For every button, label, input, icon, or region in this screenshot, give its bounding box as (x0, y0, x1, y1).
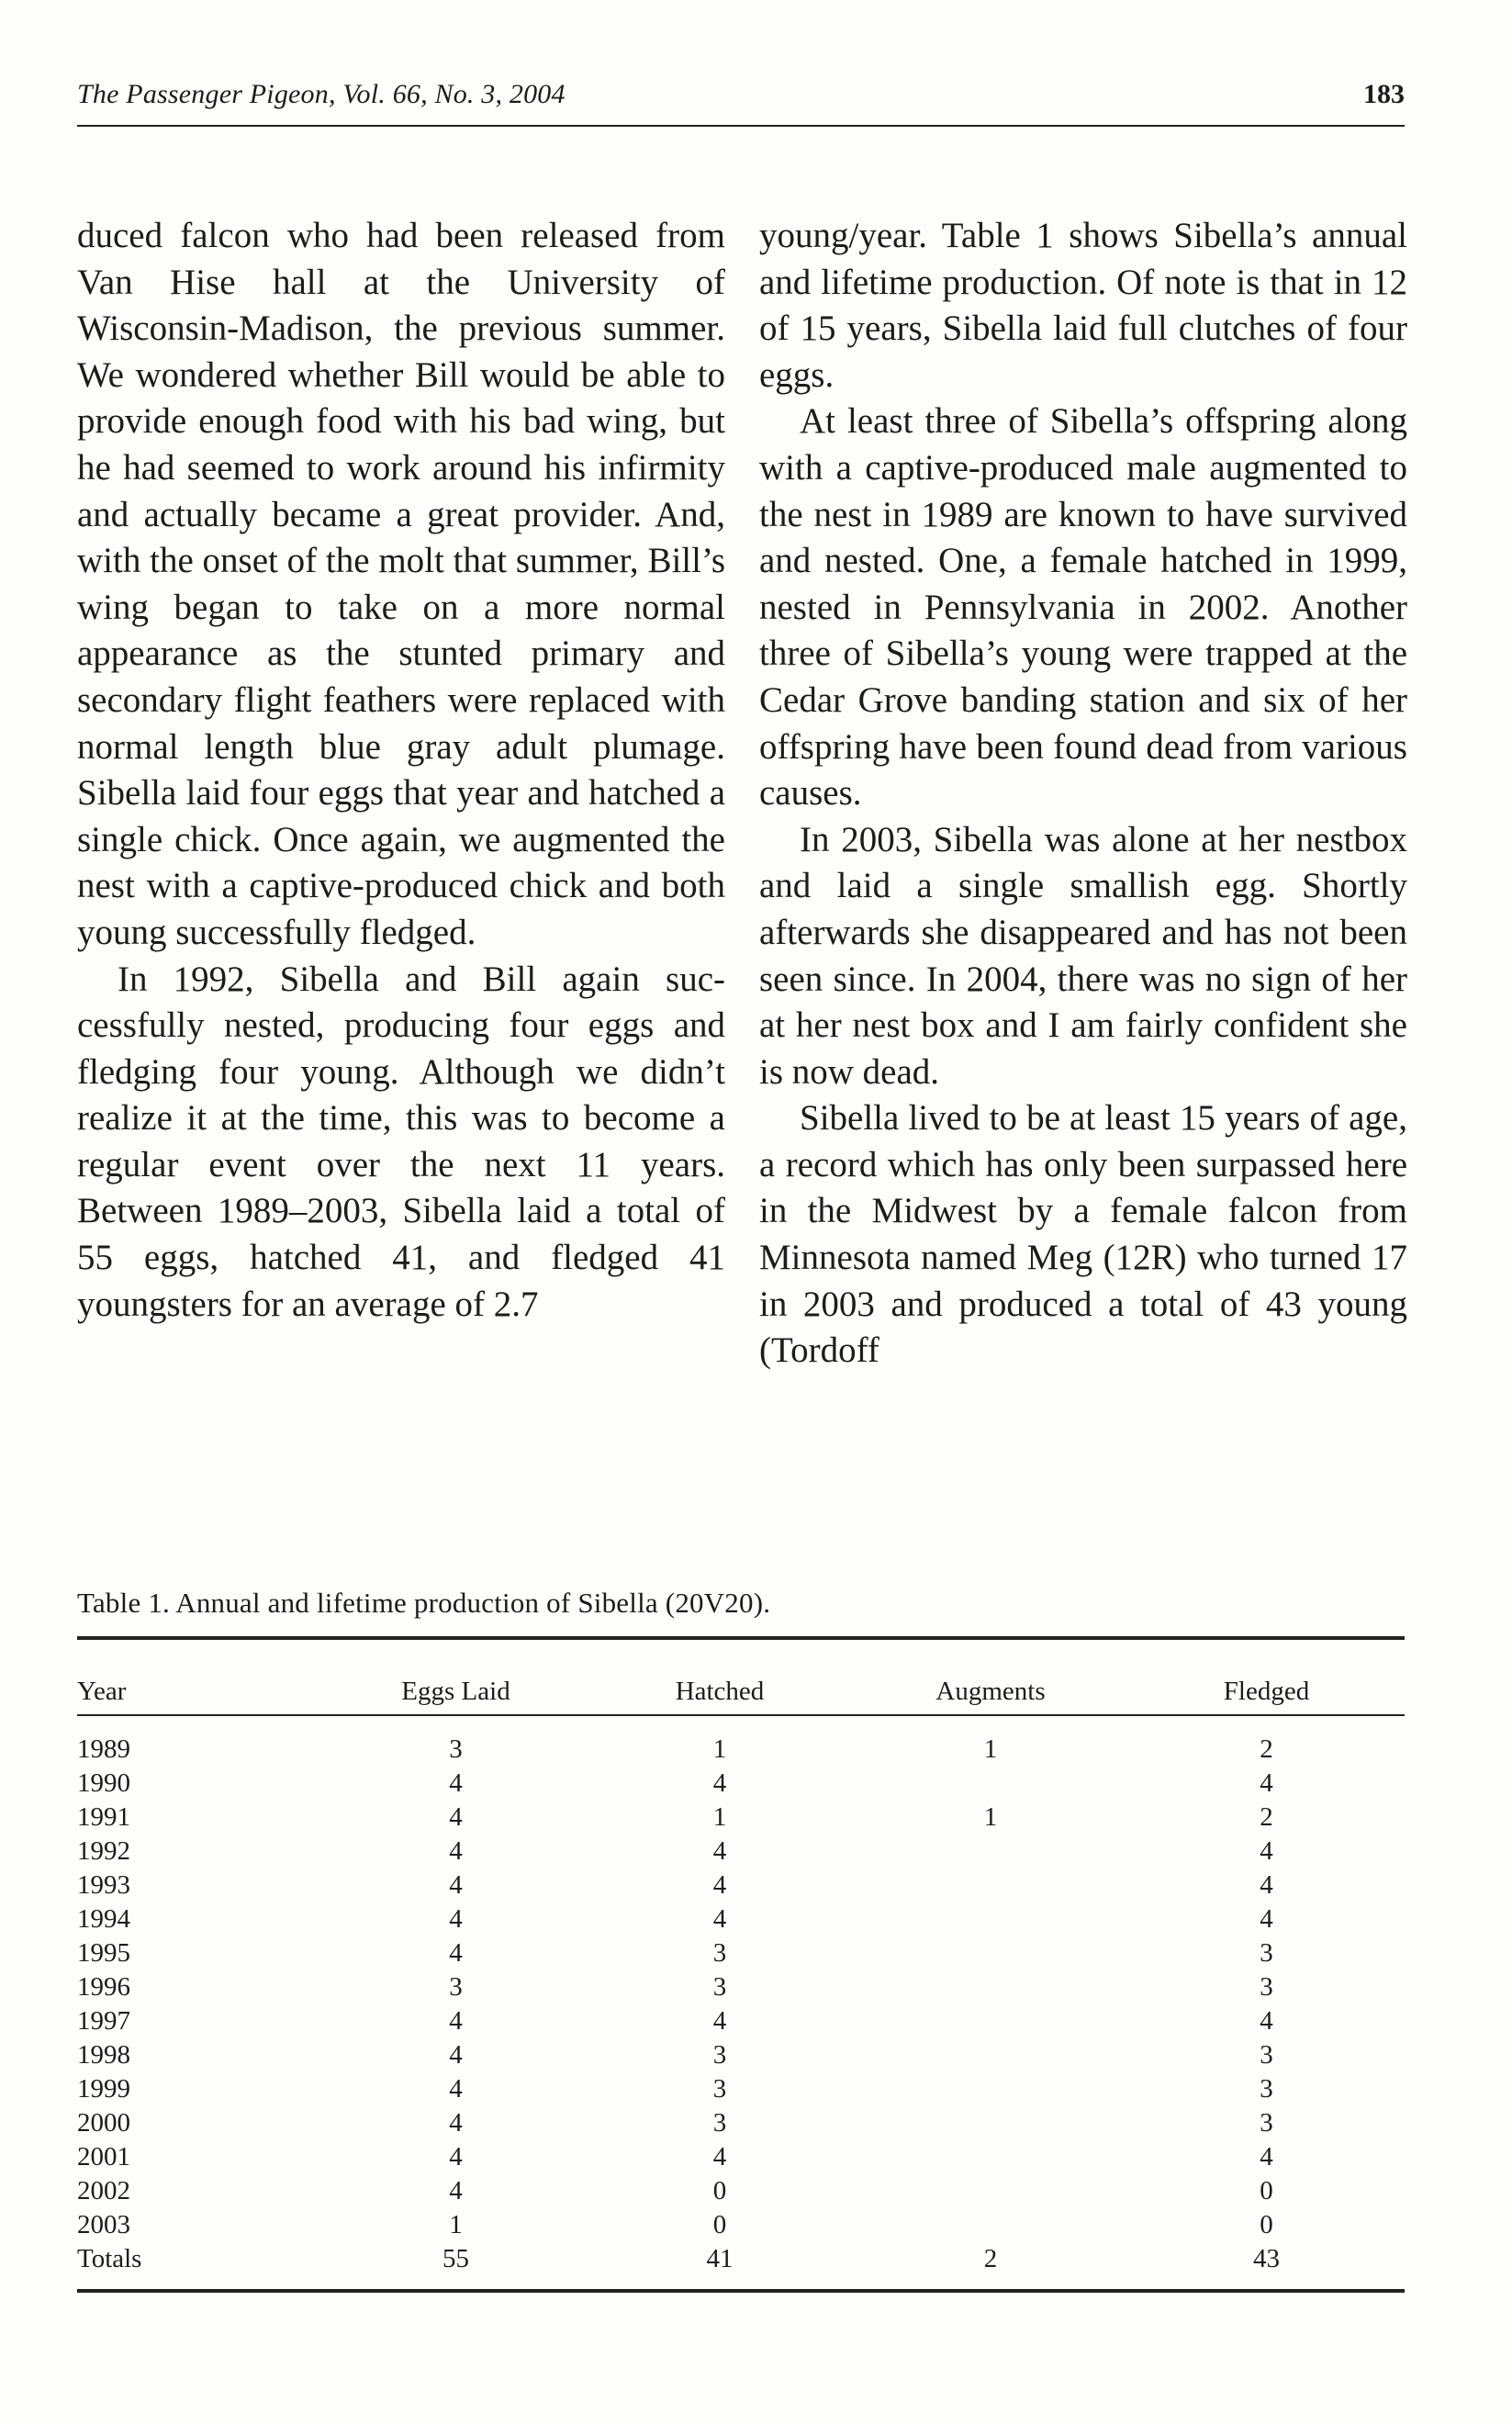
cell-year: 2001 (77, 2142, 130, 2172)
cell-hatched: 3 (712, 2108, 727, 2138)
body-paragraph: Sibella lived to be at least 15 years of age, a record which has only been surpassed here in the Midwest by a female falcon from Minnesota named Meg (12R) who turned 17 in 2003 and produced a total of 43 young (Tordoff (759, 1098, 1407, 1371)
cell-fledged: 4 (1260, 2142, 1273, 2172)
body-paragraph: At least three of Sibella’s offspring along with a captive-produced male augmented to the nest in 1989 are known to have survived and nested. One, a female hatched in 1999, nested in Pennsylvania in 2002. Another three of Sibella’s young were trapped at the Cedar Grove banding station and six of her offspring have been found dead from various causes. (759, 401, 1407, 814)
cell-fledged: 4 (1260, 1870, 1273, 1900)
cell-hatched: 3 (712, 2040, 727, 2070)
cell-hatched: 4 (712, 1768, 727, 1798)
cell-fledged: 0 (1260, 2210, 1273, 2239)
cell-hatched: 4 (712, 1904, 727, 1934)
cell-hatched: 1 (712, 1802, 727, 1832)
right-column (759, 213, 1407, 1375)
cell-augments (853, 1936, 1128, 1970)
cell-year: 1997 (77, 2006, 130, 2036)
cell-year: 1990 (77, 1768, 130, 1798)
column-header-fledged: Fledged (1128, 1640, 1405, 1715)
table-row (77, 1970, 1405, 2004)
cell-eggs-laid: 4 (449, 2176, 463, 2205)
cell-year: 1996 (77, 1972, 130, 2002)
body-paragraph: In 2003, Sibella was alone at her nestbox and laid a single smallish egg. Shortly afterwards she disappeared and has not been seen since. In 2004, there was no sign of her at her nest box and I am fairly confident she is now dead. (759, 819, 1407, 1092)
production-table (77, 1636, 1405, 2293)
table-row (77, 2140, 1405, 2174)
body-paragraph: In 1992, Sibella and Bill again successfully nested, producing four eggs and fledging four young. Although we didn’t realize it at the time, this was to become a regular event over the next 11 years. Between 1989–2003, Sibella laid a total of 55 eggs, hatched 41, and fledged 41 youngsters for an average of 2.7 (77, 959, 725, 1324)
cell-augments (853, 2174, 1128, 2208)
cell-augments: 1 (983, 1734, 998, 1764)
cell-fledged: 0 (1260, 2176, 1273, 2205)
cell-fledged: 2 (1260, 1734, 1273, 1764)
cell-eggs-laid: 4 (449, 1938, 463, 1968)
cell-year: 1992 (77, 1836, 130, 1866)
table-row (77, 1936, 1405, 1970)
table-row (77, 1902, 1405, 1936)
cell-hatched: 41 (706, 2244, 734, 2273)
page-number: 183 (1363, 79, 1405, 109)
cell-hatched: 3 (712, 1972, 727, 2002)
column-header-year: Year (77, 1640, 325, 1715)
cell-fledged: 3 (1260, 1938, 1273, 1968)
production-table-grid (77, 1640, 1405, 2289)
cell-year: 1994 (77, 1904, 130, 1934)
table-row (77, 1801, 1405, 1835)
cell-hatched: 4 (712, 2142, 727, 2172)
cell-hatched: 3 (712, 1938, 727, 1968)
cell-eggs-laid: 1 (449, 2210, 463, 2239)
cell-fledged: 4 (1260, 1904, 1273, 1934)
column-header-augments: Augments (853, 1640, 1128, 1715)
cell-eggs-laid: 4 (449, 1870, 463, 1900)
cell-fledged: 4 (1260, 1768, 1273, 1798)
cell-year: 2002 (77, 2176, 130, 2205)
cell-fledged: 43 (1253, 2244, 1280, 2273)
cell-hatched: 0 (712, 2210, 727, 2239)
table-row (77, 1715, 1405, 1767)
cell-eggs-laid: 4 (449, 1836, 463, 1866)
cell-augments (853, 1868, 1128, 1902)
cell-eggs-laid: 3 (449, 1734, 463, 1764)
column-header-eggs-laid: Eggs Laid (325, 1640, 587, 1715)
table-row (77, 2106, 1405, 2140)
cell-year: Totals (77, 2244, 142, 2273)
cell-hatched: 1 (712, 1734, 727, 1764)
cell-augments (853, 1835, 1128, 1868)
cell-year: 1993 (77, 1870, 130, 1900)
cell-augments (853, 2004, 1128, 2038)
running-title: The Passenger Pigeon, Vol. 66, No. 3, 2004 (77, 79, 566, 109)
cell-augments (853, 2072, 1128, 2106)
cell-eggs-laid: 3 (449, 1972, 463, 2002)
cell-fledged: 3 (1260, 2108, 1273, 2138)
column-header-hatched: Hatched (587, 1640, 853, 1715)
cell-augments (853, 1970, 1128, 2004)
totals-row (77, 2242, 1405, 2289)
cell-fledged: 2 (1260, 1802, 1273, 1832)
table-row (77, 2208, 1405, 2242)
cell-year: 1995 (77, 1938, 130, 1968)
cell-eggs-laid: 4 (449, 2108, 463, 2138)
cell-augments: 1 (983, 1802, 998, 1832)
cell-year: 2003 (77, 2210, 130, 2239)
body-paragraph: duced falcon who had been released from Van Hise hall at the University of Wisconsin-Madison, the previous summer. We wondered whether Bill would be able to provide enough food with his bad wing, but he had seemed to work around his infirmity and actually became a great provider. And, with the onset of the molt that summer, Bill’s wing began to take on a more normal appearance as the stunted primary and secondary flight feathers were replaced with normal length blue gray adult plumage. Sibella laid four eggs that year and hatched a single chick. Once again, we augmented the nest with a captive-produced chick and both young successfully fledged. (77, 216, 725, 952)
table-header-row (77, 1640, 1405, 1715)
cell-year: 1999 (77, 2074, 130, 2104)
table-row (77, 2072, 1405, 2106)
cell-hatched: 4 (712, 2006, 727, 2036)
cell-augments (853, 2106, 1128, 2140)
cell-fledged: 3 (1260, 2074, 1273, 2104)
cell-fledged: 3 (1260, 1972, 1273, 2002)
cell-hatched: 3 (712, 2074, 727, 2104)
table-row (77, 2038, 1405, 2072)
left-column (77, 213, 725, 1328)
cell-augments (853, 1767, 1128, 1801)
cell-eggs-laid: 4 (449, 2074, 463, 2104)
table-row (77, 2174, 1405, 2208)
table-body (77, 1715, 1405, 2289)
cell-augments (853, 1902, 1128, 1936)
cell-hatched: 0 (712, 2176, 727, 2205)
cell-augments (853, 2140, 1128, 2174)
cell-fledged: 3 (1260, 2040, 1273, 2070)
cell-eggs-laid: 4 (449, 2040, 463, 2070)
cell-eggs-laid: 4 (449, 1802, 463, 1832)
table-caption: Table 1. Annual and lifetime production of Sibella (20V20). (77, 1587, 771, 1619)
table-row (77, 1868, 1405, 1902)
cell-eggs-laid: 55 (442, 2244, 469, 2273)
cell-eggs-laid: 4 (449, 2006, 463, 2036)
cell-year: 2000 (77, 2108, 130, 2138)
table-row (77, 1767, 1405, 1801)
page-header (77, 79, 1405, 127)
cell-fledged: 4 (1260, 2006, 1273, 2036)
cell-fledged: 4 (1260, 1836, 1273, 1866)
cell-hatched: 4 (712, 1836, 727, 1866)
body-paragraph: young/year. Table 1 shows Sibella’s annual and lifetime production. Of note is that in 12 of 15 years, Sibella laid full clutches of four eggs. (759, 216, 1407, 395)
cell-augments (853, 2038, 1128, 2072)
cell-year: 1998 (77, 2040, 130, 2070)
cell-eggs-laid: 4 (449, 1904, 463, 1934)
cell-hatched: 4 (712, 1870, 727, 1900)
cell-year: 1989 (77, 1734, 130, 1764)
table-row (77, 2004, 1405, 2038)
cell-eggs-laid: 4 (449, 1768, 463, 1798)
cell-augments (853, 2208, 1128, 2242)
cell-eggs-laid: 4 (449, 2142, 463, 2172)
cell-year: 1991 (77, 1802, 130, 1832)
cell-augments: 2 (983, 2244, 998, 2273)
table-row (77, 1835, 1405, 1868)
